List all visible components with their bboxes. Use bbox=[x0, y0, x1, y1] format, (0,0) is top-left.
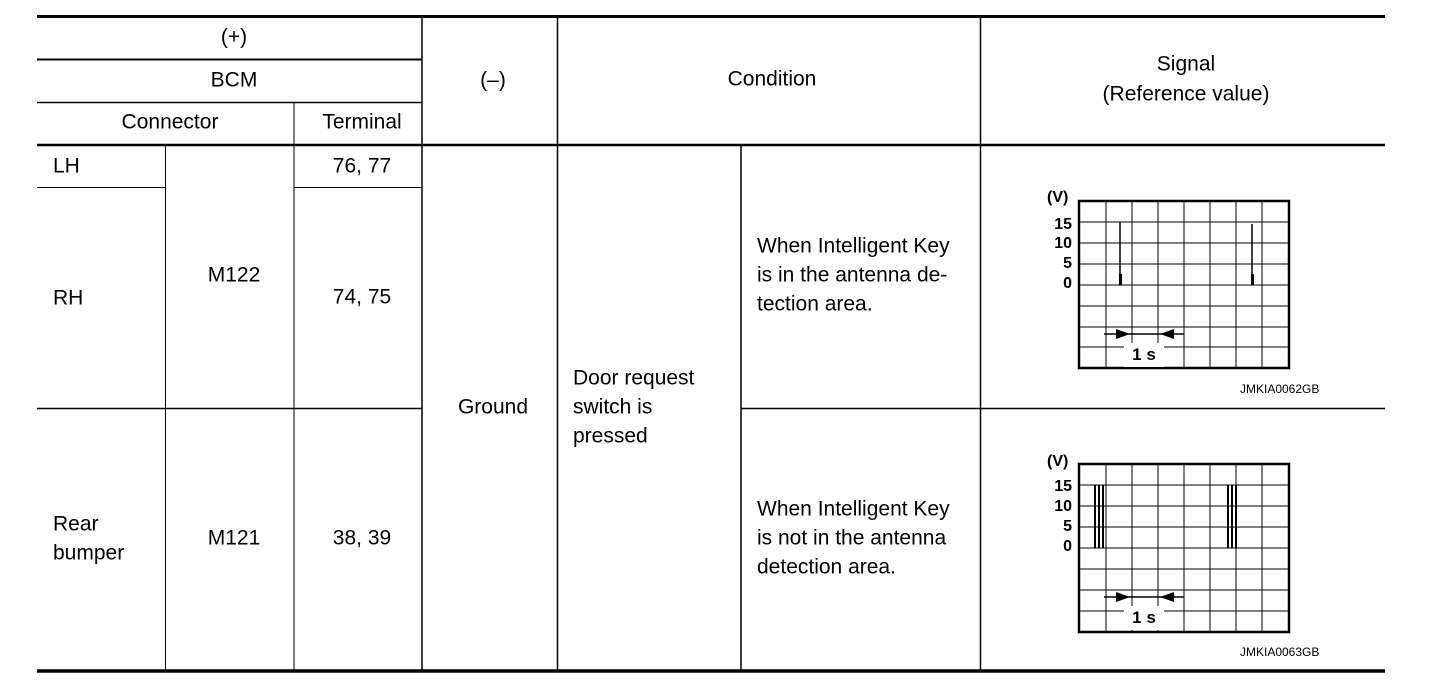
header-terminal: Terminal bbox=[322, 110, 402, 134]
header-signal-reference: (Reference value) bbox=[1102, 82, 1270, 106]
waveform-1-figure-code: JMKIA0062GB bbox=[1240, 382, 1320, 396]
position-lh: LH bbox=[53, 154, 80, 178]
condition-sub-1-line-1: When Intelligent Key bbox=[757, 234, 950, 258]
waveform-2-tick-0: 0 bbox=[1063, 538, 1072, 555]
waveform-2-tick-10: 10 bbox=[1054, 498, 1072, 515]
terminal-rear: 38, 39 bbox=[332, 526, 392, 550]
waveform-1-tick-0: 0 bbox=[1063, 275, 1072, 292]
condition-main-line-2: switch is bbox=[573, 395, 653, 419]
header-signal: Signal bbox=[1156, 52, 1216, 76]
position-rear: Rear bbox=[53, 512, 99, 536]
header-connector: Connector bbox=[121, 110, 219, 134]
waveform-2-unit: (V) bbox=[1047, 453, 1069, 470]
connector-m122: M122 bbox=[207, 263, 261, 287]
waveform-1-graph bbox=[1079, 201, 1289, 368]
waveform-1-tick-10: 10 bbox=[1054, 235, 1072, 252]
waveform-1-tick-15: 15 bbox=[1054, 216, 1072, 233]
condition-sub-2-line-3: detection area. bbox=[757, 555, 896, 579]
condition-main-line-3: pressed bbox=[573, 424, 648, 448]
position-rh: RH bbox=[53, 286, 84, 310]
connector-m121: M121 bbox=[207, 526, 261, 550]
condition-sub-1-line-2: is in the antenna de- bbox=[757, 263, 948, 287]
waveform-2-period: 1 s bbox=[1132, 608, 1156, 627]
waveform-2-figure-code: JMKIA0063GB bbox=[1240, 645, 1320, 659]
condition-sub-2-line-1: When Intelligent Key bbox=[757, 497, 950, 521]
waveform-2-tick-5: 5 bbox=[1063, 518, 1072, 535]
header-unit-bcm: BCM bbox=[210, 68, 258, 92]
condition-sub-1-line-3: tection area. bbox=[757, 292, 873, 316]
position-bumper: bumper bbox=[53, 541, 125, 565]
condition-main-line-1: Door request bbox=[573, 366, 695, 390]
waveform-2-tick-15: 15 bbox=[1054, 478, 1072, 495]
terminal-lh: 76, 77 bbox=[332, 154, 392, 178]
waveform-1-unit: (V) bbox=[1047, 189, 1069, 206]
ground-label: Ground bbox=[457, 395, 529, 419]
condition-sub-2-line-2: is not in the antenna bbox=[757, 526, 947, 550]
waveform-1-tick-5: 5 bbox=[1063, 255, 1072, 272]
waveform-1-period: 1 s bbox=[1132, 345, 1156, 364]
header-condition: Condition bbox=[727, 67, 817, 91]
header-minus: (–) bbox=[480, 68, 506, 92]
header-plus: (+) bbox=[220, 25, 248, 49]
waveform-2-graph bbox=[1079, 464, 1289, 632]
terminal-rh: 74, 75 bbox=[332, 285, 392, 309]
